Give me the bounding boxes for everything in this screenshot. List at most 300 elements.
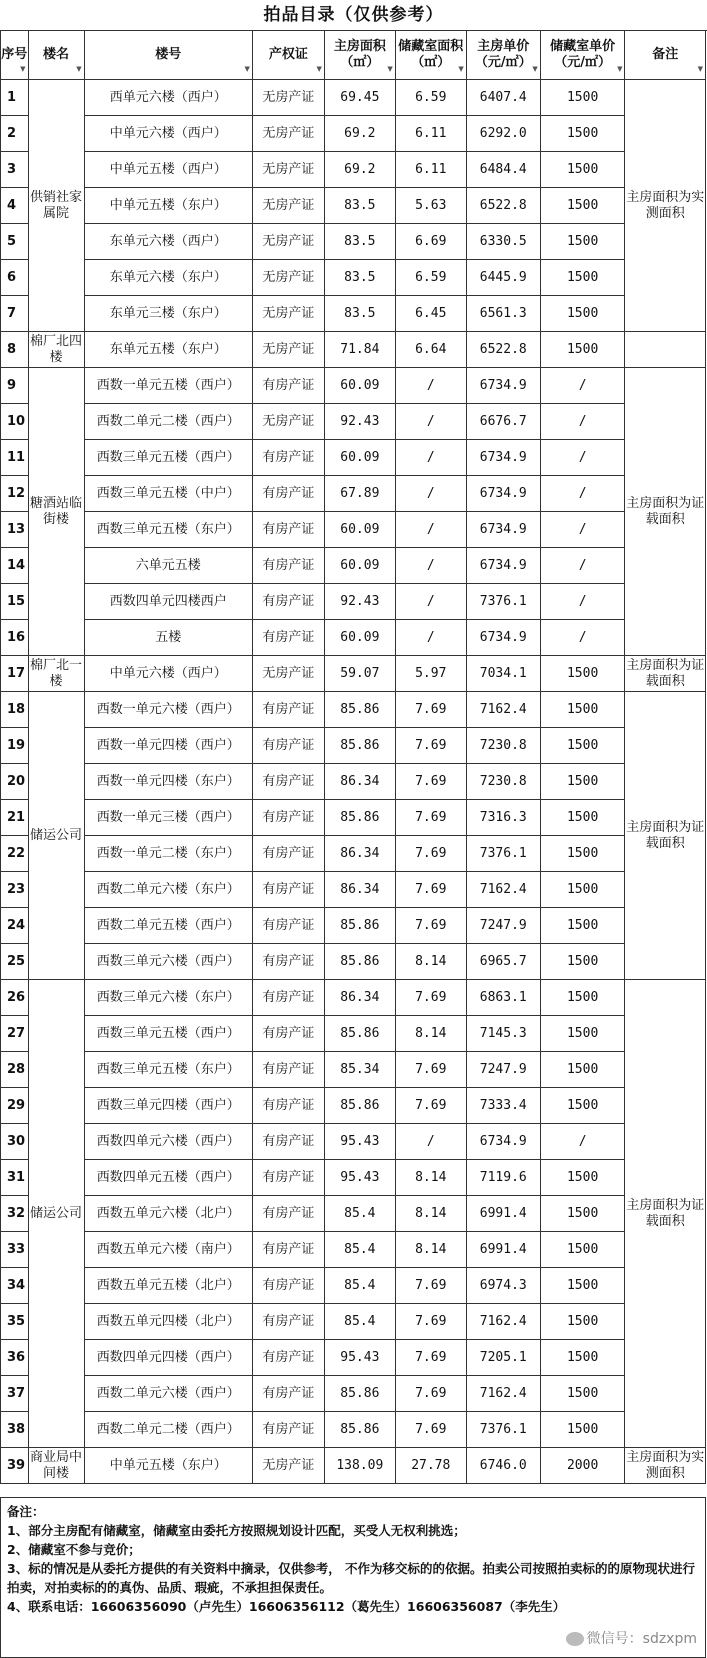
table-row	[1, 908, 706, 944]
cell-remark: 主房面积为证载面积	[625, 980, 706, 1448]
cell-index: 13	[1, 512, 29, 548]
cell-index: 11	[1, 440, 29, 476]
cell-index: 34	[1, 1268, 29, 1304]
table-row	[1, 296, 706, 332]
cell-certificate: 有房产证	[252, 1340, 324, 1376]
header-cell: 储藏室单价（元/㎡） ▼	[540, 31, 625, 80]
cell-certificate: 有房产证	[252, 872, 324, 908]
cell-index: 2	[1, 116, 29, 152]
cell-main-area: 60.09	[324, 368, 395, 404]
cell-certificate: 有房产证	[252, 1232, 324, 1268]
cell-unit: 西数五单元六楼（北户）	[84, 1196, 252, 1232]
cell-unit: 西数三单元四楼（西户）	[84, 1088, 252, 1124]
cell-certificate: 有房产证	[252, 1088, 324, 1124]
cell-main-price: 7316.3	[466, 800, 540, 836]
cell-storage-area: /	[395, 404, 466, 440]
cell-remark: 主房面积为证载面积	[625, 368, 706, 656]
table-row	[1, 1196, 706, 1232]
cell-unit: 东单元五楼（东户）	[84, 332, 252, 368]
cell-storage-price: 1500	[540, 332, 625, 368]
table-row	[1, 368, 706, 404]
cell-certificate: 无房产证	[252, 1448, 324, 1484]
cell-main-area: 85.86	[324, 728, 395, 764]
cell-main-area: 85.86	[324, 908, 395, 944]
cell-storage-area: 7.69	[395, 692, 466, 728]
header-cell: 产权证 ▼	[252, 31, 324, 80]
table-row	[1, 872, 706, 908]
table-row	[1, 152, 706, 188]
cell-main-price: 6676.7	[466, 404, 540, 440]
cell-building-name: 棉厂北一楼	[28, 656, 84, 692]
cell-main-price: 6561.3	[466, 296, 540, 332]
cell-certificate: 无房产证	[252, 404, 324, 440]
cell-storage-price: /	[540, 548, 625, 584]
watermark-text: 微信号：sdzxpm	[586, 1631, 697, 1647]
cell-unit: 西单元六楼（西户）	[84, 80, 252, 116]
cell-certificate: 无房产证	[252, 116, 324, 152]
cell-storage-area: 6.59	[395, 260, 466, 296]
cell-main-price: 7162.4	[466, 1376, 540, 1412]
table-row	[1, 188, 706, 224]
cell-main-area: 69.45	[324, 80, 395, 116]
cell-certificate: 无房产证	[252, 260, 324, 296]
cell-storage-area: 6.45	[395, 296, 466, 332]
cell-main-price: 7205.1	[466, 1340, 540, 1376]
cell-unit: 西数二单元六楼（东户）	[84, 872, 252, 908]
cell-certificate: 有房产证	[252, 1376, 324, 1412]
cell-main-price: 6445.9	[466, 260, 540, 296]
cell-main-area: 83.5	[324, 260, 395, 296]
cell-storage-price: /	[540, 404, 625, 440]
cell-index: 10	[1, 404, 29, 440]
cell-storage-area: 7.69	[395, 800, 466, 836]
cell-storage-price: 1500	[540, 1376, 625, 1412]
note-item: 1、部分主房配有储藏室，储藏室由委托方按照规划设计匹配，买受人无权利挑选；	[7, 1523, 466, 1538]
cell-index: 20	[1, 764, 29, 800]
cell-unit: 中单元五楼（西户）	[84, 152, 252, 188]
cell-unit: 西数三单元五楼（东户）	[84, 512, 252, 548]
cell-main-price: 6330.5	[466, 224, 540, 260]
table-row	[1, 404, 706, 440]
cell-index: 25	[1, 944, 29, 980]
cell-index: 15	[1, 584, 29, 620]
cell-index: 39	[1, 1448, 29, 1484]
cell-certificate: 有房产证	[252, 1160, 324, 1196]
cell-storage-area: /	[395, 584, 466, 620]
wechat-icon	[566, 1632, 584, 1646]
cell-storage-price: 1500	[540, 980, 625, 1016]
cell-remark: 主房面积为证载面积	[625, 656, 706, 692]
table-body	[1, 80, 706, 1484]
cell-certificate: 无房产证	[252, 80, 324, 116]
cell-storage-area: 27.78	[395, 1448, 466, 1484]
cell-main-price: 6734.9	[466, 548, 540, 584]
cell-unit: 西数四单元六楼（西户）	[84, 1124, 252, 1160]
table-row	[1, 944, 706, 980]
cell-main-price: 6734.9	[466, 1124, 540, 1160]
table-row	[1, 728, 706, 764]
cell-storage-price: 1500	[540, 80, 625, 116]
table-row	[1, 1268, 706, 1304]
header-row	[1, 31, 706, 80]
catalog-table	[0, 30, 706, 1484]
cell-storage-price: /	[540, 476, 625, 512]
cell-index: 35	[1, 1304, 29, 1340]
cell-storage-price: 1500	[540, 1160, 625, 1196]
cell-main-area: 85.86	[324, 1016, 395, 1052]
cell-certificate: 有房产证	[252, 1196, 324, 1232]
cell-unit: 西数五单元五楼（北户）	[84, 1268, 252, 1304]
cell-index: 23	[1, 872, 29, 908]
cell-main-area: 67.89	[324, 476, 395, 512]
cell-storage-area: 6.69	[395, 224, 466, 260]
table-row	[1, 1412, 706, 1448]
cell-unit: 西数五单元六楼（南户）	[84, 1232, 252, 1268]
cell-main-area: 92.43	[324, 584, 395, 620]
cell-unit: 西数一单元六楼（西户）	[84, 692, 252, 728]
table-row	[1, 1016, 706, 1052]
cell-storage-price: /	[540, 440, 625, 476]
cell-main-area: 60.09	[324, 620, 395, 656]
cell-index: 9	[1, 368, 29, 404]
header-cell: 主房单价（元/㎡） ▼	[466, 31, 540, 80]
cell-unit: 五楼	[84, 620, 252, 656]
cell-certificate: 无房产证	[252, 224, 324, 260]
note-item: 3、标的情况是从委托方提供的有关资料中摘录，仅供参考， 不作为移交标的的依据。拍卖公司按照拍卖标的的原物现状进行拍卖，对拍卖标的的真伪、品质、瑕疵，不承担担保责任。	[7, 1561, 696, 1595]
cell-certificate: 有房产证	[252, 512, 324, 548]
cell-storage-price: 1500	[540, 1052, 625, 1088]
cell-main-area: 60.09	[324, 512, 395, 548]
cell-main-price: 6863.1	[466, 980, 540, 1016]
cell-unit: 中单元五楼（东户）	[84, 1448, 252, 1484]
cell-unit: 西数三单元五楼（西户）	[84, 440, 252, 476]
cell-storage-price: 1500	[540, 1412, 625, 1448]
cell-index: 8	[1, 332, 29, 368]
cell-remark: 主房面积为证载面积	[625, 692, 706, 980]
cell-index: 4	[1, 188, 29, 224]
cell-main-price: 6407.4	[466, 80, 540, 116]
cell-unit: 西数三单元六楼（东户）	[84, 980, 252, 1016]
header-cell: 序号 ▼	[1, 31, 29, 80]
cell-storage-area: 7.69	[395, 908, 466, 944]
cell-main-area: 83.5	[324, 224, 395, 260]
cell-unit: 西数三单元六楼（西户）	[84, 944, 252, 980]
cell-certificate: 有房产证	[252, 1304, 324, 1340]
cell-building-name: 供销社家属院	[28, 80, 84, 332]
cell-index: 24	[1, 908, 29, 944]
cell-certificate: 有房产证	[252, 1268, 324, 1304]
cell-certificate: 有房产证	[252, 728, 324, 764]
cell-main-price: 7034.1	[466, 656, 540, 692]
cell-main-area: 95.43	[324, 1160, 395, 1196]
header-cell: 楼号 ▼	[84, 31, 252, 80]
cell-storage-price: 1500	[540, 188, 625, 224]
header-cell: 楼名 ▼	[28, 31, 84, 80]
cell-storage-area: /	[395, 1124, 466, 1160]
cell-storage-price: 1500	[540, 1196, 625, 1232]
cell-main-area: 86.34	[324, 980, 395, 1016]
filter-dropdown-icon[interactable]: ▼	[458, 65, 464, 73]
table-row	[1, 656, 706, 692]
cell-certificate: 有房产证	[252, 692, 324, 728]
cell-unit: 西数一单元四楼（东户）	[84, 764, 252, 800]
cell-index: 14	[1, 548, 29, 584]
cell-unit: 西数一单元五楼（西户）	[84, 368, 252, 404]
cell-main-price: 7247.9	[466, 1052, 540, 1088]
cell-storage-price: 1500	[540, 656, 625, 692]
cell-storage-price: 1500	[540, 1304, 625, 1340]
cell-storage-price: 1500	[540, 764, 625, 800]
cell-main-price: 6734.9	[466, 476, 540, 512]
cell-main-price: 6965.7	[466, 944, 540, 980]
table-row	[1, 332, 706, 368]
cell-storage-area: 7.69	[395, 1268, 466, 1304]
filter-dropdown-icon[interactable]: ▼	[617, 65, 623, 73]
cell-building-name: 储运公司	[28, 980, 84, 1448]
note-item: 2、储藏室不参与竞价；	[7, 1542, 141, 1557]
cell-main-price: 7162.4	[466, 872, 540, 908]
cell-main-price: 6746.0	[466, 1448, 540, 1484]
cell-storage-price: 1500	[540, 1268, 625, 1304]
table-row	[1, 476, 706, 512]
cell-certificate: 有房产证	[252, 368, 324, 404]
notes-section	[0, 1497, 706, 1658]
cell-main-price: 7230.8	[466, 728, 540, 764]
cell-main-area: 85.4	[324, 1196, 395, 1232]
table-row	[1, 1124, 706, 1160]
cell-main-area: 86.34	[324, 872, 395, 908]
note-item: 4、联系电话：16606356090（卢先生）16606356112（葛先生）16606356087（李先生）	[7, 1599, 566, 1614]
cell-storage-area: 8.14	[395, 1016, 466, 1052]
cell-storage-price: 2000	[540, 1448, 625, 1484]
cell-main-area: 71.84	[324, 332, 395, 368]
cell-unit: 西数二单元二楼（西户）	[84, 404, 252, 440]
cell-main-price: 6974.3	[466, 1268, 540, 1304]
filter-dropdown-icon[interactable]: ▼	[316, 65, 322, 73]
cell-index: 1	[1, 80, 29, 116]
cell-storage-area: 8.14	[395, 1196, 466, 1232]
filter-dropdown-icon[interactable]: ▼	[20, 65, 26, 73]
table-row	[1, 1376, 706, 1412]
cell-storage-price: 1500	[540, 260, 625, 296]
cell-unit: 西数三单元五楼（东户）	[84, 1052, 252, 1088]
cell-certificate: 有房产证	[252, 836, 324, 872]
cell-certificate: 无房产证	[252, 296, 324, 332]
cell-storage-area: 7.69	[395, 1376, 466, 1412]
table-row	[1, 1052, 706, 1088]
cell-main-price: 6522.8	[466, 332, 540, 368]
cell-certificate: 有房产证	[252, 800, 324, 836]
watermark	[566, 1630, 697, 1649]
table-row	[1, 548, 706, 584]
cell-storage-area: 7.69	[395, 728, 466, 764]
cell-main-price: 7247.9	[466, 908, 540, 944]
cell-main-price: 6991.4	[466, 1232, 540, 1268]
cell-main-area: 85.86	[324, 1088, 395, 1124]
cell-main-area: 85.86	[324, 1376, 395, 1412]
filter-dropdown-icon[interactable]: ▼	[532, 65, 538, 73]
cell-storage-area: 8.14	[395, 1160, 466, 1196]
cell-main-area: 85.86	[324, 1412, 395, 1448]
notes-heading: 备注：	[7, 1504, 45, 1519]
cell-main-price: 7376.1	[466, 1412, 540, 1448]
cell-main-area: 86.34	[324, 836, 395, 872]
cell-remark: 主房面积为实测面积	[625, 1448, 706, 1484]
cell-main-area: 85.4	[324, 1232, 395, 1268]
cell-main-price: 7119.6	[466, 1160, 540, 1196]
cell-storage-area: 7.69	[395, 1340, 466, 1376]
cell-storage-area: 6.59	[395, 80, 466, 116]
cell-main-area: 86.34	[324, 764, 395, 800]
cell-certificate: 有房产证	[252, 440, 324, 476]
cell-storage-area: 7.69	[395, 1088, 466, 1124]
cell-storage-area: 6.64	[395, 332, 466, 368]
cell-storage-price: 1500	[540, 116, 625, 152]
table-row	[1, 260, 706, 296]
cell-index: 30	[1, 1124, 29, 1160]
cell-certificate: 有房产证	[252, 476, 324, 512]
table-row	[1, 1088, 706, 1124]
table-row	[1, 764, 706, 800]
cell-storage-price: /	[540, 368, 625, 404]
cell-storage-area: 7.69	[395, 1412, 466, 1448]
cell-main-area: 95.43	[324, 1340, 395, 1376]
filter-dropdown-icon[interactable]: ▼	[244, 65, 250, 73]
cell-certificate: 有房产证	[252, 908, 324, 944]
cell-certificate: 有房产证	[252, 548, 324, 584]
cell-unit: 西数五单元四楼（北户）	[84, 1304, 252, 1340]
cell-unit: 西数四单元四楼（西户）	[84, 1340, 252, 1376]
cell-index: 29	[1, 1088, 29, 1124]
cell-storage-area: /	[395, 368, 466, 404]
cell-main-price: 7376.1	[466, 836, 540, 872]
table-row	[1, 836, 706, 872]
cell-certificate: 有房产证	[252, 1124, 324, 1160]
cell-unit: 东单元六楼（西户）	[84, 224, 252, 260]
cell-index: 6	[1, 260, 29, 296]
cell-storage-area: /	[395, 548, 466, 584]
filter-dropdown-icon[interactable]: ▼	[697, 65, 703, 73]
cell-storage-price: /	[540, 620, 625, 656]
cell-storage-price: /	[540, 584, 625, 620]
cell-index: 31	[1, 1160, 29, 1196]
cell-remark	[625, 332, 706, 368]
cell-unit: 西数三单元五楼（中户）	[84, 476, 252, 512]
cell-index: 22	[1, 836, 29, 872]
cell-main-area: 85.34	[324, 1052, 395, 1088]
cell-main-price: 6484.4	[466, 152, 540, 188]
cell-certificate: 有房产证	[252, 764, 324, 800]
cell-main-area: 95.43	[324, 1124, 395, 1160]
table-row	[1, 80, 706, 116]
cell-index: 3	[1, 152, 29, 188]
cell-storage-area: 7.69	[395, 764, 466, 800]
cell-index: 17	[1, 656, 29, 692]
cell-storage-area: /	[395, 476, 466, 512]
cell-main-area: 85.86	[324, 944, 395, 980]
table-row	[1, 800, 706, 836]
cell-main-price: 7376.1	[466, 584, 540, 620]
filter-dropdown-icon[interactable]: ▼	[387, 65, 393, 73]
cell-storage-area: 8.14	[395, 944, 466, 980]
cell-unit: 东单元三楼（东户）	[84, 296, 252, 332]
cell-main-area: 85.4	[324, 1304, 395, 1340]
cell-certificate: 无房产证	[252, 332, 324, 368]
cell-storage-price: 1500	[540, 224, 625, 260]
cell-index: 19	[1, 728, 29, 764]
header-cell: 备注 ▼	[625, 31, 706, 80]
cell-main-price: 6734.9	[466, 368, 540, 404]
cell-index: 5	[1, 224, 29, 260]
cell-unit: 西数一单元三楼（西户）	[84, 800, 252, 836]
cell-main-price: 7162.4	[466, 1304, 540, 1340]
filter-dropdown-icon[interactable]: ▼	[76, 65, 82, 73]
cell-certificate: 无房产证	[252, 152, 324, 188]
cell-storage-area: /	[395, 620, 466, 656]
cell-building-name: 储运公司	[28, 692, 84, 980]
cell-building-name: 商业局中间楼	[28, 1448, 84, 1484]
cell-main-price: 6991.4	[466, 1196, 540, 1232]
cell-main-area: 85.4	[324, 1268, 395, 1304]
cell-storage-price: 1500	[540, 944, 625, 980]
cell-index: 26	[1, 980, 29, 1016]
cell-main-area: 85.86	[324, 800, 395, 836]
cell-unit: 中单元六楼（西户）	[84, 656, 252, 692]
table-row	[1, 1448, 706, 1484]
cell-storage-area: 7.69	[395, 872, 466, 908]
cell-storage-area: 6.11	[395, 152, 466, 188]
cell-unit: 西数四单元五楼（西户）	[84, 1160, 252, 1196]
cell-storage-price: /	[540, 512, 625, 548]
cell-storage-area: 8.14	[395, 1232, 466, 1268]
cell-unit: 西数三单元五楼（西户）	[84, 1016, 252, 1052]
cell-certificate: 有房产证	[252, 620, 324, 656]
cell-storage-price: 1500	[540, 908, 625, 944]
table-row	[1, 1340, 706, 1376]
table-row	[1, 512, 706, 548]
cell-main-area: 60.09	[324, 440, 395, 476]
cell-index: 38	[1, 1412, 29, 1448]
cell-unit: 西数四单元四楼西户	[84, 584, 252, 620]
cell-storage-price: 1500	[540, 872, 625, 908]
cell-main-price: 6292.0	[466, 116, 540, 152]
cell-main-area: 138.09	[324, 1448, 395, 1484]
cell-storage-price: 1500	[540, 800, 625, 836]
cell-storage-area: /	[395, 512, 466, 548]
cell-main-price: 6734.9	[466, 512, 540, 548]
cell-index: 32	[1, 1196, 29, 1232]
table-row	[1, 1304, 706, 1340]
cell-storage-price: 1500	[540, 728, 625, 764]
cell-unit: 中单元六楼（西户）	[84, 116, 252, 152]
cell-storage-price: 1500	[540, 1340, 625, 1376]
cell-main-price: 6734.9	[466, 620, 540, 656]
cell-index: 27	[1, 1016, 29, 1052]
cell-main-area: 92.43	[324, 404, 395, 440]
cell-index: 21	[1, 800, 29, 836]
cell-main-price: 6734.9	[466, 440, 540, 476]
cell-main-area: 83.5	[324, 188, 395, 224]
cell-storage-price: 1500	[540, 1232, 625, 1268]
cell-certificate: 无房产证	[252, 188, 324, 224]
cell-main-price: 7333.4	[466, 1088, 540, 1124]
table-row	[1, 692, 706, 728]
cell-storage-price: 1500	[540, 152, 625, 188]
table-row	[1, 1232, 706, 1268]
cell-index: 12	[1, 476, 29, 512]
cell-remark: 主房面积为实测面积	[625, 80, 706, 332]
cell-unit: 东单元六楼（东户）	[84, 260, 252, 296]
